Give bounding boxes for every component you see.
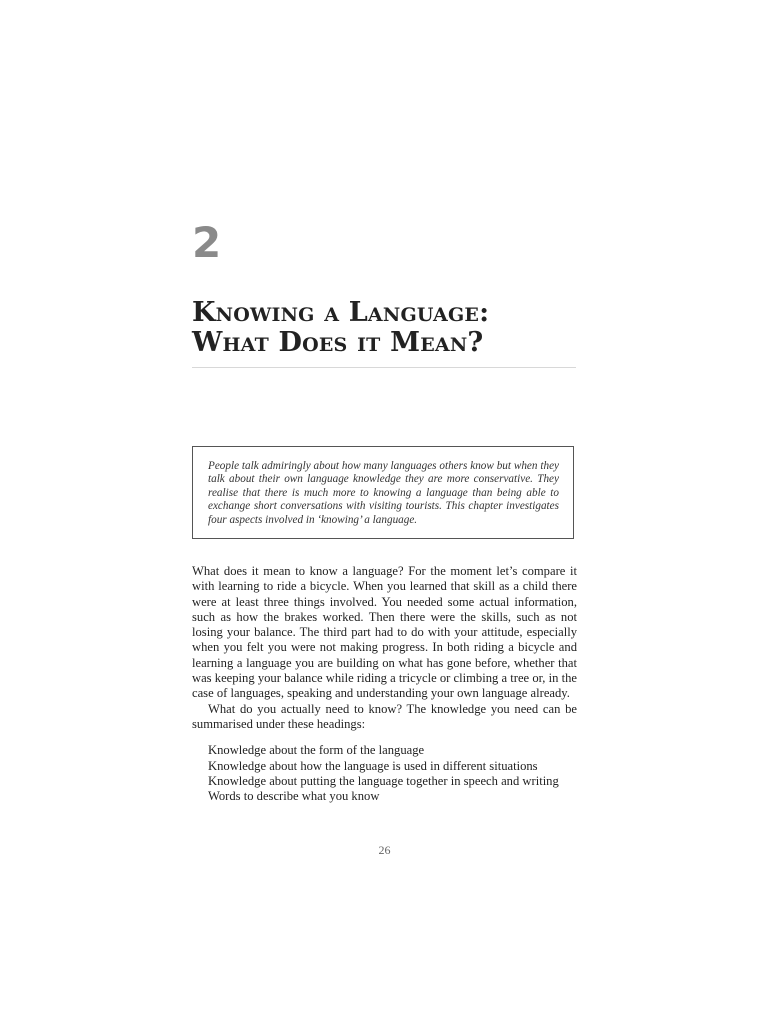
body-paragraph-2: What do you actually need to know? The knowledge you need can be summarised under these headings: (192, 701, 577, 731)
list-item: Knowledge about how the language is used in different situations (208, 758, 538, 773)
list-item: Knowledge about the form of the language (208, 743, 425, 758)
chapter-title-line-2: What Does it Mean? (192, 327, 484, 358)
page-number: 26 (378, 843, 391, 857)
headings-list (192, 743, 577, 804)
body-text (192, 564, 577, 804)
chapter-number: 2 (192, 218, 222, 267)
body-paragraph-1: What does it mean to know a language? For the moment let’s compare it with learning to ride a bicycle. When you learned that skill as a child there were at least three things involved. You needed some actual information, such as how the brakes worked. Then there were the skills, such as not losing your balance. The third part had to do with your attitude, especially when you felt you were not making progress. In both riding a bicycle and learning a language you are building on what has gone before, whether that was keeping your balance while riding a tricycle or climbing a tree or, in the case of languages, speaking and understanding your own language already. (192, 564, 577, 701)
chapter-title-line-1: Knowing a Language: (192, 297, 490, 328)
list-item: Words to describe what you know (208, 789, 380, 804)
title-divider (192, 367, 576, 368)
chapter-title (192, 298, 592, 358)
list-item: Knowledge about putting the language together in speech and writing (208, 773, 559, 788)
chapter-abstract-text: People talk admiringly about how many languages others know but when they talk about their own language knowledge they are more conservative. They realise that there is much more to knowing a language than being able to exchange short conversations with visiting tourists. This chapter investigates four aspects involved in ‘knowing’ a language. (208, 460, 559, 526)
chapter-abstract-box (192, 446, 574, 539)
